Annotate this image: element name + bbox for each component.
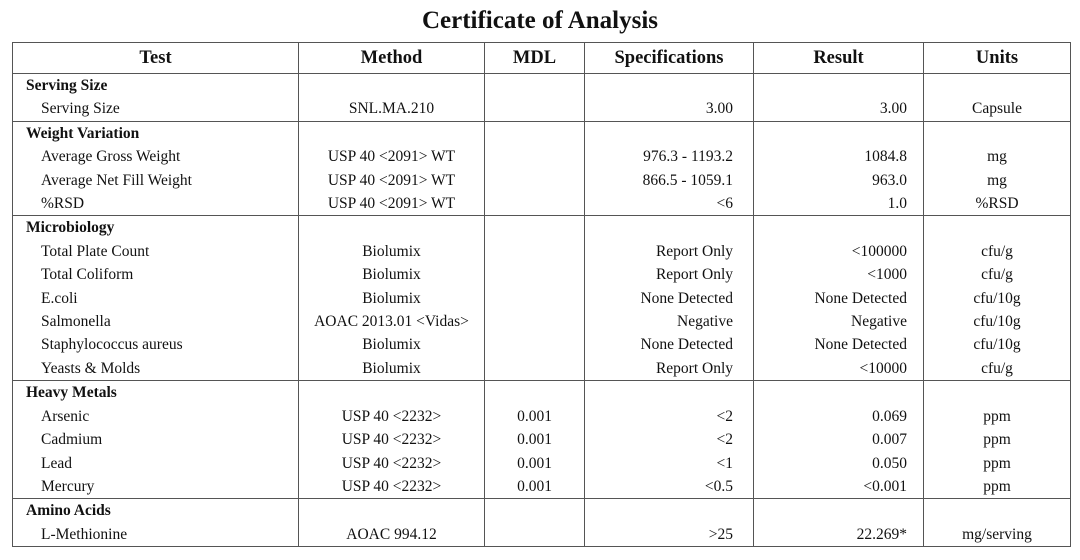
mdl-cell: 0.001	[485, 452, 585, 475]
specification-cell: Report Only	[585, 357, 754, 381]
method-cell: Biolumix	[299, 263, 485, 286]
section-title: Weight Variation	[13, 121, 299, 145]
units-cell	[924, 499, 1071, 523]
units-cell: cfu/10g	[924, 333, 1071, 356]
mdl-cell	[485, 216, 585, 240]
mdl-cell	[485, 287, 585, 310]
section-header-row	[13, 74, 1071, 98]
column-header-method: Method	[299, 43, 485, 74]
test-name-cell: Arsenic	[13, 405, 299, 428]
specification-cell: None Detected	[585, 287, 754, 310]
result-cell: 0.069	[754, 405, 924, 428]
method-cell	[299, 74, 485, 98]
units-cell: ppm	[924, 428, 1071, 451]
units-cell: cfu/g	[924, 357, 1071, 381]
method-cell: AOAC 2013.01 <Vidas>	[299, 310, 485, 333]
mdl-cell	[485, 97, 585, 121]
method-cell	[299, 381, 485, 405]
mdl-cell: 0.001	[485, 428, 585, 451]
units-cell: Capsule	[924, 97, 1071, 121]
specification-cell	[585, 499, 754, 523]
specification-cell	[585, 121, 754, 145]
result-cell	[754, 216, 924, 240]
table-row	[13, 333, 1071, 356]
units-cell: cfu/g	[924, 240, 1071, 263]
specification-cell: Negative	[585, 310, 754, 333]
mdl-cell	[485, 192, 585, 216]
units-cell: ppm	[924, 475, 1071, 499]
result-cell	[754, 499, 924, 523]
mdl-cell	[485, 121, 585, 145]
table-row	[13, 475, 1071, 499]
mdl-cell	[485, 145, 585, 168]
result-cell: 1084.8	[754, 145, 924, 168]
units-cell	[924, 121, 1071, 145]
column-header-test: Test	[13, 43, 299, 74]
units-cell: ppm	[924, 452, 1071, 475]
result-cell: 963.0	[754, 169, 924, 192]
mdl-cell	[485, 240, 585, 263]
units-cell: mg	[924, 169, 1071, 192]
test-name-cell: Average Gross Weight	[13, 145, 299, 168]
specification-cell: 866.5 - 1059.1	[585, 169, 754, 192]
method-cell: USP 40 <2232>	[299, 405, 485, 428]
specification-cell: 3.00	[585, 97, 754, 121]
column-header-specifications: Specifications	[585, 43, 754, 74]
specification-cell: Report Only	[585, 240, 754, 263]
section-title: Amino Acids	[13, 499, 299, 523]
test-name-cell: L-Methionine	[13, 523, 299, 547]
units-cell: cfu/10g	[924, 310, 1071, 333]
mdl-cell	[485, 381, 585, 405]
specification-cell: <6	[585, 192, 754, 216]
method-cell: USP 40 <2091> WT	[299, 169, 485, 192]
result-cell	[754, 381, 924, 405]
table-row	[13, 405, 1071, 428]
result-cell: 22.269*	[754, 523, 924, 547]
table-body	[13, 74, 1071, 547]
table-row	[13, 263, 1071, 286]
specification-cell: >25	[585, 523, 754, 547]
mdl-cell	[485, 357, 585, 381]
table-row	[13, 169, 1071, 192]
mdl-cell: 0.001	[485, 405, 585, 428]
result-cell: 1.0	[754, 192, 924, 216]
specification-cell: 976.3 - 1193.2	[585, 145, 754, 168]
units-cell: mg/serving	[924, 523, 1071, 547]
test-name-cell: Staphylococcus aureus	[13, 333, 299, 356]
table-row	[13, 287, 1071, 310]
units-cell: %RSD	[924, 192, 1071, 216]
method-cell: AOAC 994.12	[299, 523, 485, 547]
specification-cell	[585, 216, 754, 240]
specification-cell	[585, 74, 754, 98]
specification-cell: <2	[585, 428, 754, 451]
mdl-cell	[485, 310, 585, 333]
test-name-cell: E.coli	[13, 287, 299, 310]
specification-cell: <1	[585, 452, 754, 475]
method-cell: Biolumix	[299, 287, 485, 310]
result-cell	[754, 74, 924, 98]
mdl-cell: 0.001	[485, 475, 585, 499]
table-row	[13, 523, 1071, 547]
result-cell	[754, 121, 924, 145]
test-name-cell: Salmonella	[13, 310, 299, 333]
section-title: Microbiology	[13, 216, 299, 240]
units-cell: cfu/g	[924, 263, 1071, 286]
specification-cell: <0.5	[585, 475, 754, 499]
mdl-cell	[485, 523, 585, 547]
section-header-row	[13, 499, 1071, 523]
table-row	[13, 145, 1071, 168]
result-cell: Negative	[754, 310, 924, 333]
table-row	[13, 240, 1071, 263]
specification-cell: Report Only	[585, 263, 754, 286]
mdl-cell	[485, 169, 585, 192]
units-cell	[924, 74, 1071, 98]
specification-cell: None Detected	[585, 333, 754, 356]
units-cell: mg	[924, 145, 1071, 168]
test-name-cell: Lead	[13, 452, 299, 475]
test-name-cell: Mercury	[13, 475, 299, 499]
section-header-row	[13, 381, 1071, 405]
result-cell: <100000	[754, 240, 924, 263]
mdl-cell	[485, 263, 585, 286]
section-header-row	[13, 121, 1071, 145]
column-header-mdl: MDL	[485, 43, 585, 74]
result-cell: None Detected	[754, 333, 924, 356]
column-header-result: Result	[754, 43, 924, 74]
method-cell	[299, 121, 485, 145]
test-name-cell: Yeasts & Molds	[13, 357, 299, 381]
specification-cell	[585, 381, 754, 405]
method-cell	[299, 216, 485, 240]
table-row	[13, 357, 1071, 381]
method-cell: SNL.MA.210	[299, 97, 485, 121]
method-cell: Biolumix	[299, 333, 485, 356]
result-cell: None Detected	[754, 287, 924, 310]
section-header-row	[13, 216, 1071, 240]
test-name-cell: Average Net Fill Weight	[13, 169, 299, 192]
test-name-cell: Serving Size	[13, 97, 299, 121]
result-cell: 3.00	[754, 97, 924, 121]
result-cell: 0.007	[754, 428, 924, 451]
mdl-cell	[485, 333, 585, 356]
result-cell: 0.050	[754, 452, 924, 475]
test-name-cell: Total Plate Count	[13, 240, 299, 263]
method-cell: USP 40 <2232>	[299, 475, 485, 499]
test-name-cell: %RSD	[13, 192, 299, 216]
method-cell	[299, 499, 485, 523]
table-row	[13, 428, 1071, 451]
method-cell: USP 40 <2091> WT	[299, 145, 485, 168]
table-row	[13, 192, 1071, 216]
section-title: Serving Size	[13, 74, 299, 98]
method-cell: USP 40 <2232>	[299, 428, 485, 451]
units-cell: ppm	[924, 405, 1071, 428]
method-cell: Biolumix	[299, 240, 485, 263]
table-row	[13, 310, 1071, 333]
specification-cell: <2	[585, 405, 754, 428]
method-cell: USP 40 <2232>	[299, 452, 485, 475]
table-header-row	[13, 43, 1071, 74]
page-title: Certificate of Analysis	[421, 7, 659, 34]
column-header-units: Units	[924, 43, 1071, 74]
units-cell	[924, 216, 1071, 240]
mdl-cell	[485, 499, 585, 523]
test-name-cell: Total Coliform	[13, 263, 299, 286]
table-row	[13, 97, 1071, 121]
mdl-cell	[485, 74, 585, 98]
section-title: Heavy Metals	[13, 381, 299, 405]
result-cell: <1000	[754, 263, 924, 286]
units-cell: cfu/10g	[924, 287, 1071, 310]
table-row	[13, 452, 1071, 475]
result-cell: <0.001	[754, 475, 924, 499]
test-name-cell: Cadmium	[13, 428, 299, 451]
method-cell: USP 40 <2091> WT	[299, 192, 485, 216]
analysis-table	[12, 42, 1071, 547]
result-cell: <10000	[754, 357, 924, 381]
method-cell: Biolumix	[299, 357, 485, 381]
units-cell	[924, 381, 1071, 405]
